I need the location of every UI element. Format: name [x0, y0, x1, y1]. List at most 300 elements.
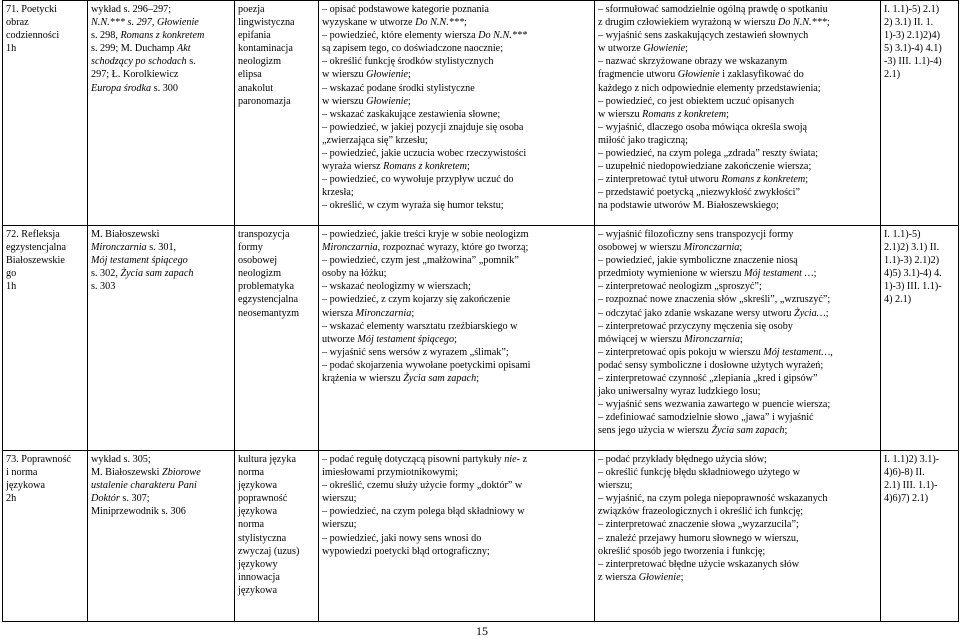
requirement-line: 1.1)-3) 2.1)2) [884, 255, 940, 267]
text-segment: z [520, 454, 528, 465]
text-segment: w wierszu [322, 69, 367, 81]
text-segment: – wyjaśnić sens zaskakujących zestawień słownych [598, 30, 809, 42]
task-line [322, 280, 592, 293]
table-row [3, 226, 959, 451]
task-line [322, 3, 592, 16]
text-segment: – podać przykłady błędnego użycia słów; [598, 454, 767, 465]
text-segment: ; [411, 307, 415, 319]
text-segment: – powiedzieć, co wywołuje przypływ uczuć do [322, 174, 514, 186]
extended-task-line [598, 55, 878, 68]
text-segment: ; [805, 174, 809, 186]
extended-task-line [598, 108, 878, 121]
extended-task-line [598, 398, 878, 411]
text-segment: ; [813, 268, 817, 280]
text-segment: – wyjaśnić sens wezwania zawartego w puencie wiersza; [598, 399, 831, 411]
term-line: stylistyczna [238, 532, 287, 544]
term-line: zwyczaj (uzus) [238, 545, 300, 557]
text-segment: 297; Ł. Korolkiewicz [91, 69, 179, 81]
task-line [322, 320, 592, 333]
italic-text: Romans z konkretem [721, 174, 806, 186]
italic-text: schodzący po schodach [91, 56, 187, 68]
text-segment: – przedstawić poetycką „niezwykłość zwykłości” [598, 187, 800, 199]
requirement-line: I. 1.1)-5) 2.1) [884, 4, 940, 15]
text-segment: ; [739, 242, 743, 254]
extended-task-line [598, 228, 878, 241]
italic-text: Romans z konkretem [383, 161, 468, 173]
task-line [322, 453, 592, 466]
text-segment: – zinterpretować opis pokoju w wierszu [598, 346, 764, 358]
tasks-cell [319, 226, 595, 451]
extended-task-line [598, 532, 878, 545]
term-line: anakolut [238, 82, 274, 94]
reading-line [91, 453, 232, 466]
text-segment: w utworze [598, 43, 644, 55]
text-segment: wykład s. 305; [91, 454, 151, 465]
topic-line: 72. Refleksja [6, 229, 60, 240]
task-line [322, 68, 592, 81]
requirements-cell [881, 451, 959, 622]
text-segment: – powiedzieć, czym jest „małżowina” „pomnik” [322, 255, 519, 267]
text-segment: s. [186, 56, 196, 68]
reading-line [91, 3, 232, 16]
requirement-line: I. 1.1)2) 3.1)- [884, 454, 940, 465]
text-segment: ; [476, 373, 480, 385]
extended-task-line [598, 241, 878, 254]
text-segment: wierszu; [322, 493, 357, 505]
italic-text: Do N.N.*** [415, 17, 465, 29]
text-segment: sens jego użycia w wierszu [598, 425, 712, 437]
italic-text: Życia… [794, 307, 826, 319]
extended-task-line [598, 333, 878, 346]
syllabus-body [3, 1, 959, 622]
topic-line: 1h [6, 43, 17, 55]
extended-task-line [598, 372, 878, 385]
term-line: formy [238, 242, 263, 254]
italic-text: Europa środka [91, 82, 152, 94]
italic-text: Mironczarnia [322, 242, 378, 254]
text-segment: krążenia w wierszu [322, 373, 404, 385]
topic-line: 73. Poprawność [6, 454, 72, 465]
text-segment: – odczytać jako zdanie wskazane wersy utworu [598, 307, 795, 319]
text-segment: krzesła; [322, 187, 354, 199]
text-segment: – sformułować samodzielnie ogólną prawdę o spotkaniu [598, 4, 828, 15]
readings-cell [88, 226, 235, 451]
italic-text: Mironczarnia [355, 307, 412, 319]
term-line: transpozycja [238, 229, 290, 240]
reading-line [91, 228, 232, 241]
text-segment: – zinterpretować przyczyny męczenia się osoby [598, 320, 793, 332]
text-segment: i zaklasyfikować do [719, 69, 804, 81]
text-segment: s. 299; M. Duchamp [91, 43, 178, 55]
text-segment: s. 302, [91, 268, 121, 280]
text-segment: – powiedzieć, w jakiej pozycji znajduje się osoba [322, 121, 524, 133]
text-segment: – wskazać neologizmy w wierszach; [322, 281, 471, 293]
topic-line: obraz [6, 17, 29, 29]
reading-line [91, 82, 232, 95]
text-segment: imiesłowami przymiotnikowymi; [322, 467, 459, 479]
term-line: neologizm [238, 56, 282, 68]
text-segment: – zinterpretować znaczenie słowa „wyzarzucila”; [598, 519, 799, 531]
task-line [322, 199, 592, 212]
task-line [322, 466, 592, 479]
extended-task-line [598, 254, 878, 267]
text-segment: – powiedzieć, jaki nowy sens wnosi do [322, 532, 482, 544]
extended-task-line [598, 16, 878, 29]
term-line: norma [238, 519, 265, 531]
task-line [322, 346, 592, 359]
extended-task-line [598, 359, 878, 372]
italic-text: Akt [177, 43, 191, 55]
reading-line [91, 29, 232, 42]
task-line [322, 186, 592, 199]
term-line: językowy [238, 558, 278, 570]
text-segment: przedmioty wymienione w wierszu [598, 268, 744, 280]
text-segment: na podstawie utworów M. Białoszewskiego; [598, 200, 779, 212]
reading-line [91, 42, 232, 55]
italic-text: Mironczarnia [683, 242, 740, 254]
italic-text: nie- [504, 454, 521, 465]
task-line [322, 545, 592, 558]
reading-line [91, 241, 232, 254]
reading-line [91, 267, 232, 280]
italic-text: Głowienie [638, 571, 681, 583]
text-segment: określić sposób jego tworzenia i funkcję; [598, 545, 766, 557]
term-line: epifania [238, 30, 271, 42]
text-segment: osoby na łóżku; [322, 268, 387, 280]
text-segment: – zinterpretować tytuł utworu [598, 174, 722, 186]
task-line [322, 121, 592, 134]
text-segment: , rozpoznać wyrazy, które go tworzą; [377, 242, 529, 254]
extended-task-line [598, 320, 878, 333]
extended-task-line [598, 173, 878, 186]
text-segment: s. 300 [151, 82, 178, 94]
topic-cell [3, 1, 88, 226]
term-line: problematyka [238, 281, 295, 293]
requirement-line: 2) 3.1) II. 1. [884, 17, 934, 29]
text-segment: – powiedzieć, na czym polega „zdrada” reszty świata; [598, 148, 819, 160]
term-line: językowa [238, 480, 278, 492]
italic-text: Głowienie [677, 69, 720, 81]
italic-text: Romans z konkretem [642, 108, 727, 120]
text-segment: – powiedzieć, które elementy wiersza [322, 30, 479, 42]
extended-task-line [598, 453, 878, 466]
reading-line [91, 466, 232, 479]
reading-line [91, 55, 232, 68]
tasks-cell [319, 451, 595, 622]
term-line: neologizm [238, 268, 282, 280]
term-line: egzystencjalna [238, 294, 298, 306]
text-segment: M. Białoszewski [91, 229, 160, 240]
text-segment: – powiedzieć, na czym polega błąd składniowy w [322, 506, 525, 518]
extended-task-line [598, 68, 878, 81]
extended-task-line [598, 42, 878, 55]
text-segment: – uzupełnić niedopowiedziane zakończenie wiersza; [598, 161, 812, 173]
terms-cell [235, 1, 319, 226]
topic-line: językowa [6, 480, 46, 492]
extended-task-line [598, 160, 878, 173]
text-segment: ; [726, 108, 729, 120]
task-line [322, 359, 592, 372]
text-segment: – nazwać skrzyżowane obrazy we wskazanym [598, 56, 788, 68]
terms-cell [235, 451, 319, 622]
extended-task-line [598, 411, 878, 424]
text-segment: miłość jako tragiczną; [598, 134, 688, 146]
task-line [322, 372, 592, 385]
text-segment: ; [464, 17, 467, 29]
reading-line [91, 68, 232, 81]
extended-task-line [598, 558, 878, 571]
extended-tasks-cell [595, 1, 881, 226]
italic-text: Doktór [91, 493, 120, 505]
requirement-line: 4)5) 3.1)-4) 4. [884, 268, 942, 280]
topic-line: 71. Poetycki [6, 4, 57, 15]
task-line [322, 479, 592, 492]
extended-task-line [598, 571, 878, 584]
text-segment: wyraża wiersz [322, 161, 384, 173]
extended-task-line [598, 466, 878, 479]
text-segment: wykład s. 296–297; [91, 4, 172, 15]
text-segment: – powiedzieć, jakie symboliczne znaczenie niosą [598, 255, 798, 267]
extended-task-line [598, 479, 878, 492]
text-segment: – wyjaśnić, na czym polega niepoprawność wskazanych [598, 493, 828, 505]
italic-text: Mój testament śpiącego [91, 255, 188, 267]
italic-text: Mironczarnia [91, 242, 147, 254]
requirement-line: 2.1) III. 1.1)- [884, 480, 938, 492]
text-segment: – powiedzieć, co jest obiektem uczuć opisanych [598, 95, 795, 107]
italic-text: Mironczarnia [684, 333, 740, 345]
italic-text: Mój testament śpiącego [357, 333, 455, 345]
requirement-line: 4) 2.1) [884, 294, 912, 306]
requirement-line: 4)6)7) 2.1) [884, 493, 929, 505]
text-segment: – wyjaśnić, dlaczego osoba mówiąca określa swoją [598, 121, 808, 133]
text-segment: „zwierzająca się” krzesłu; [322, 134, 428, 146]
text-segment: – opisać podstawowe kategorie poznania [322, 4, 489, 15]
topic-line: 2h [6, 493, 17, 505]
topic-cell [3, 226, 88, 451]
text-segment: – powiedzieć, jakie treści kryje w sobie neologizm [322, 229, 529, 240]
text-segment: – wyjaśnić sens wersów z wyrazem „ślimak”; [322, 346, 509, 358]
text-segment: wyzyskane w utworze [322, 17, 416, 29]
readings-cell [88, 1, 235, 226]
page-number: 15 [476, 624, 488, 638]
italic-text: Do N.N.*** [478, 30, 528, 42]
requirement-line: 4)6)-8) II. [884, 467, 925, 479]
extended-task-line [598, 505, 878, 518]
task-line [322, 267, 592, 280]
text-segment: s. 303 [91, 281, 116, 293]
text-segment: wierszu; [322, 519, 357, 531]
italic-text: Życia sam zapach [403, 373, 477, 385]
italic-text: Głowienie [643, 43, 686, 55]
text-segment: każdego z nich odpowiednie elementy przedstawienia; [598, 82, 821, 94]
text-segment: podać sensy symboliczne i dosłowne użytych wyrażeń; [598, 359, 824, 371]
text-segment: M. Białoszewski [91, 467, 163, 479]
text-segment: – powiedzieć, z czym kojarzy się zakończenie [322, 294, 511, 306]
italic-text: Do N.N.*** [777, 17, 827, 29]
task-line [322, 333, 592, 346]
text-segment: – zdefiniować samodzielnie słowo „jawa” i wyjaśnić [598, 412, 814, 424]
task-line [322, 254, 592, 267]
extended-task-line [598, 267, 878, 280]
text-segment: s. 301, [146, 242, 177, 254]
term-line: paronomazja [238, 95, 291, 107]
extended-task-line [598, 134, 878, 147]
term-line: językowa [238, 584, 278, 596]
reading-line [91, 280, 232, 293]
requirement-line: 1)-3) III. 1.1)- [884, 281, 942, 293]
italic-text: ustalenie charakteru Pani [91, 480, 197, 492]
text-segment: ; [680, 571, 684, 583]
topic-line: egzystencjalna [6, 242, 66, 254]
text-segment: – określić funkcję środków stylistycznych [322, 56, 494, 68]
readings-cell [88, 451, 235, 622]
task-line [322, 147, 592, 160]
topic-line: 1h [6, 281, 17, 293]
requirements-cell [881, 226, 959, 451]
italic-text: Życia sam zapach [711, 425, 785, 437]
task-line [322, 293, 592, 306]
term-line: kultura języka [238, 454, 296, 465]
requirement-line: 2.1) [884, 69, 901, 81]
extended-task-line [598, 492, 878, 505]
term-line: językowa [238, 506, 278, 518]
term-line: poprawność [238, 493, 288, 505]
text-segment: w wierszu [598, 108, 643, 120]
extended-task-line [598, 385, 878, 398]
task-line [322, 492, 592, 505]
text-segment: – powiedzieć, jakie uczucia wobec rzeczywistości [322, 148, 527, 160]
tasks-cell [319, 1, 595, 226]
text-segment: związków frazeologicznych i określić ich funkcję; [598, 506, 804, 518]
requirement-line: 2.1)2) 3.1) II. [884, 242, 940, 254]
extended-task-line [598, 424, 878, 437]
text-segment: – wskazać zaskakujące zestawienia słowne; [322, 108, 501, 120]
extended-task-line [598, 346, 878, 359]
text-segment: jako uniwersalny wyraz ludzkiego losu; [598, 386, 761, 398]
text-segment: osobowej w wierszu [598, 242, 684, 254]
task-line [322, 307, 592, 320]
text-segment: s. 298, [91, 30, 121, 42]
text-segment: ; [784, 425, 788, 437]
text-segment: ; [739, 333, 743, 345]
italic-text: Głowienie [156, 17, 199, 29]
extended-task-line [598, 95, 878, 108]
italic-text: Mój testament… [763, 346, 831, 358]
text-segment: – zinterpretować czynność „zlepiania „kred i gipsów” [598, 373, 818, 385]
task-line [322, 55, 592, 68]
text-segment: – zinterpretować błędne użycie wskazanych słów [598, 558, 800, 570]
task-line [322, 108, 592, 121]
extended-tasks-cell [595, 451, 881, 622]
text-segment: z drugim człowiekiem wyrażoną w wierszu [598, 17, 778, 29]
extended-task-line [598, 29, 878, 42]
text-segment: ; [454, 333, 457, 345]
reading-line [91, 254, 232, 267]
extended-task-line [598, 518, 878, 531]
extended-task-line [598, 186, 878, 199]
requirement-line: -3) III. 1.1)-4) [884, 56, 942, 68]
task-line [322, 228, 592, 241]
text-segment: utworze [322, 333, 358, 345]
table-row [3, 1, 959, 226]
task-line [322, 134, 592, 147]
term-line: poezja [238, 4, 265, 15]
text-segment: mówiącej w wierszu [598, 333, 685, 345]
table-row [3, 451, 959, 622]
text-segment: – wskazać elementy warsztatu rzeźbiarskiego w [322, 320, 518, 332]
extended-task-line [598, 545, 878, 558]
text-segment: z wiersza [598, 571, 639, 583]
terms-cell [235, 226, 319, 451]
term-line: osobowej [238, 255, 278, 267]
text-segment: fragmencie utworu [598, 69, 678, 81]
text-segment: – podać regułę dotyczącą pisowni partykuły [322, 454, 505, 465]
italic-text: Głowienie [366, 95, 409, 107]
reading-line [91, 16, 232, 29]
text-segment: wiersza [322, 307, 356, 319]
text-segment: ; [685, 43, 688, 55]
extended-task-line [598, 307, 878, 320]
term-line: neosemantyzm [238, 307, 300, 319]
text-segment: ; [467, 161, 470, 173]
text-segment: wierszu; [598, 480, 633, 492]
extended-task-line [598, 82, 878, 95]
task-line [322, 241, 592, 254]
topic-line: codzienności [6, 30, 60, 42]
term-line: innowacja [238, 571, 280, 583]
reading-line [91, 492, 232, 505]
task-line [322, 505, 592, 518]
term-line: elipsa [238, 69, 262, 81]
italic-text: Głowienie [366, 69, 409, 81]
text-segment: ; [825, 307, 829, 319]
extended-task-line [598, 121, 878, 134]
extended-tasks-cell [595, 226, 881, 451]
text-segment: – rozpoznać nowe znaczenia słów „skreśli”, „wzruszyć”; [598, 294, 831, 306]
reading-line [91, 505, 232, 518]
topic-line: i norma [6, 467, 38, 479]
text-segment: ; [408, 95, 411, 107]
task-line [322, 29, 592, 42]
text-segment: – podać skojarzenia wywołane poetyckimi opisami [322, 359, 531, 371]
topic-cell [3, 451, 88, 622]
extended-task-line [598, 293, 878, 306]
text-segment: – zinterpretować neologizm „sproszyć”; [598, 281, 762, 293]
italic-text: Życia sam zapach [120, 268, 194, 280]
extended-task-line [598, 199, 878, 212]
task-line [322, 160, 592, 173]
extended-task-line [598, 147, 878, 160]
text-segment: Miniprzewodnik s. 306 [91, 506, 186, 518]
extended-task-line [598, 280, 878, 293]
task-line [322, 532, 592, 545]
task-line [322, 518, 592, 531]
reading-line [91, 479, 232, 492]
requirements-cell [881, 1, 959, 226]
italic-text: Romans z konkretem [120, 30, 205, 42]
italic-text: Zbiorowe [162, 467, 201, 479]
term-line: kontaminacja [238, 43, 293, 55]
topic-line: Białoszewskie [6, 255, 65, 267]
syllabus-table [2, 0, 959, 622]
requirement-line: 1)-3) 2.1)2)4) [884, 30, 941, 42]
text-segment: wypowiedzi poetycki błąd ortograficzny; [322, 545, 490, 557]
text-segment: w wierszu [322, 95, 367, 107]
task-line [322, 42, 592, 55]
text-segment: – określić, czemu służy użycie formy „doktór” w [322, 480, 523, 492]
task-line [322, 173, 592, 186]
task-line [322, 16, 592, 29]
